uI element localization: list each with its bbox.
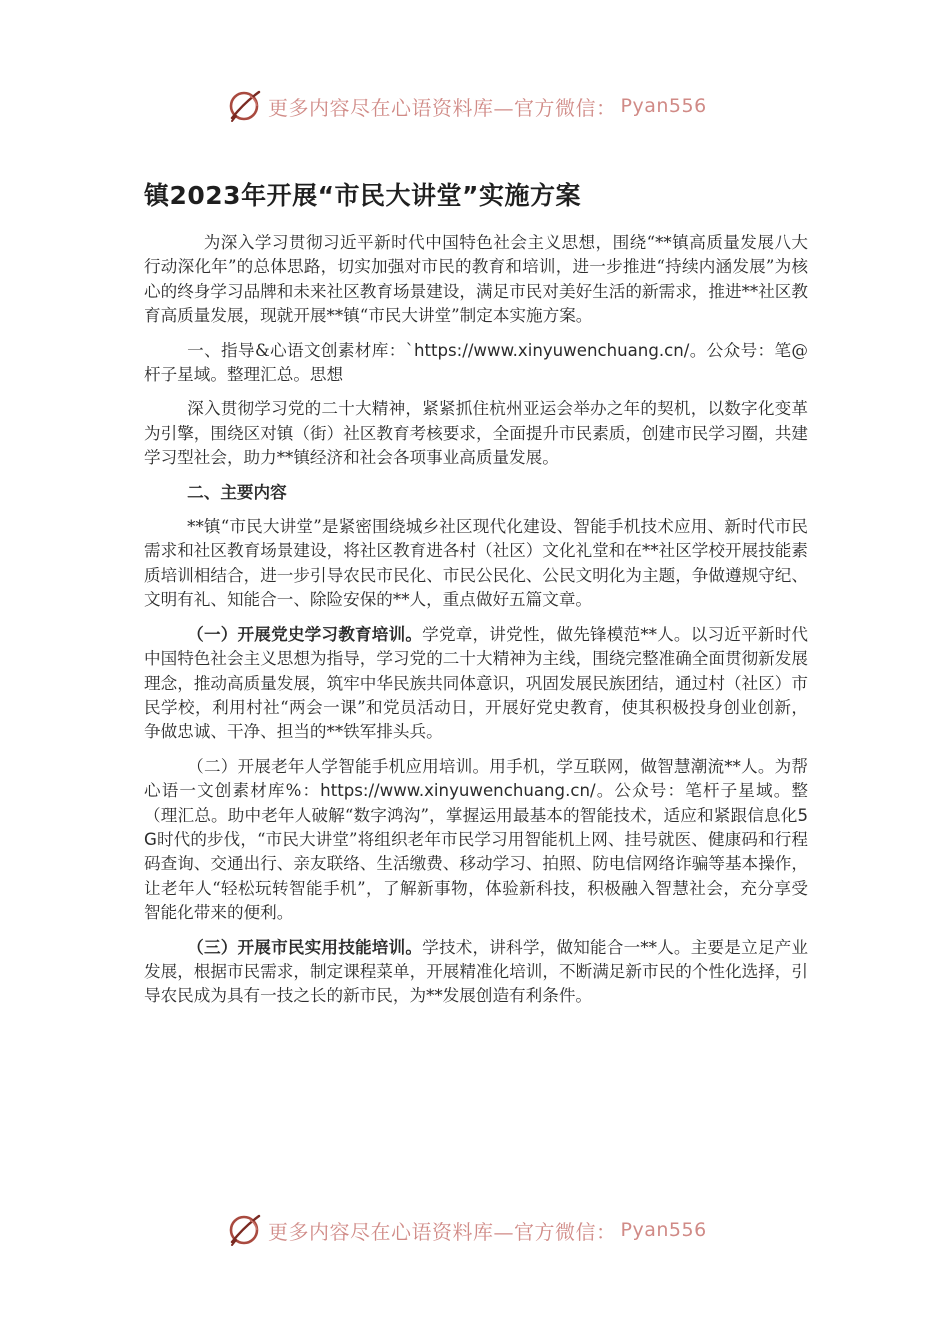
item2-text-b: 。公众号：笔杆子星域。整（理汇总。助中老年人破解“数字鸿沟”，掌握运用最基本的智能技术，适应和紧跟信息化	[144, 781, 808, 825]
section1-heading	[144, 339, 808, 388]
quill-logo-icon	[226, 1212, 262, 1248]
item3-paragraph	[144, 936, 808, 1009]
intro-paragraph: 为深入学习贯彻习近平新时代中国特色社会主义思想，围绕“**镇高质量发展八大行动深化年”的总体思路，切实加强对市民的教育和培训，进一步推进“持续内涵发展”为核心的终身学习品牌和未来社区教育场景建设，满足市民对美好生活的新需求，推进**社区教育高质量发展，现就开展**镇“市民大讲堂”制定本实施方案。	[144, 233, 808, 326]
item1-paragraph	[144, 623, 808, 745]
item3-heading: （三）开展市民实用技能培训。	[187, 937, 423, 957]
item3-body: 学技术，讲科学，做知能合一**人。主要是立足产业发展，根据市民需求，制定课程菜单，开展精准化培训，不断满足新市民的个性化选择，引导农民成为具有一技之长的新市民，为**发展创造有利条件。	[144, 937, 809, 1006]
item1-heading: （一）开展党史学习教育培训。	[187, 624, 423, 644]
quill-logo-icon	[226, 88, 262, 124]
header-watermark-banner	[226, 86, 746, 126]
item2-url: https://www.xinyuwenchuang.cn/	[320, 781, 596, 801]
item2-tech: 5G	[144, 805, 808, 849]
section2-body: **镇“市民大讲堂”是紧密围绕城乡社区现代化建设、智能手机技术应用、新时代市民需求和社区教育场景建设，将社区教育进各村（社区）文化礼堂和在**社区学校开展技能素质培训相结合，进一步引导农民市民化、市民公民化、公民文明化为主题，争做遵规守纪、文明有礼、知能合一、除险安保的**人，重点做好五篇文章。	[144, 517, 808, 610]
banner-wechat-id: Pyan556	[620, 95, 707, 117]
banner-wechat-id: Pyan556	[620, 1219, 707, 1241]
document-title: 镇2023年开展“市民大讲堂”实施方案	[144, 181, 581, 210]
item2-text-a: （二）开展老年人学智能手机应用培训。用手机，学互联网，做智慧潮流**人。为帮心语一文创素材库%：	[144, 756, 808, 801]
document-body	[144, 231, 808, 1019]
item2-text-c: 时代的步伐，“市民大讲堂”将组织老年市民学习用智能机上网、挂号就医、健康码和行程码查询、交通出行、亲友联络、生活缴费、移动学习、拍照、防电信网络诈骗等基本操作，让老年人“轻松玩转智能手机”，了解新事物，体验新科技，积极融入智慧社会，充分享受智能化带来的便利。	[144, 829, 808, 923]
section1-heading-suffix: 。公众号：笔@杆子星域。整理汇总。思想	[144, 340, 809, 385]
footer-watermark-banner	[226, 1210, 746, 1250]
banner-text: 更多内容尽在心语资料库—官方微信：	[268, 1219, 617, 1244]
section2-heading: 二、主要内容	[187, 482, 287, 502]
item1-body: 学党章，讲党性，做先锋模范**人。以习近平新时代中国特色社会主义思想为指导，学习党的二十大精神为主线，围绕完整准确全面贯彻新发展理念，推动高质量发展，筑牢中华民族共同体意识，巩固发展民族团结，通过村（社区）市民学校，利用村社“两会一课”和党员活动日，开展好党史教育，使其积极投身创业创新，争做忠诚、干净、担当的**铁军排头兵。	[144, 624, 809, 742]
banner-text: 更多内容尽在心语资料库—官方微信：	[268, 95, 617, 120]
section1-url: https://www.xinyuwenchuang.cn/	[413, 340, 690, 360]
section1-heading-prefix: 一、指导&心语文创素材库：`	[187, 340, 414, 360]
item2-paragraph	[144, 755, 808, 926]
section1-body: 深入贯彻学习党的二十大精神，紧紧抓住杭州亚运会举办之年的契机，以数字化变革为引擎，围绕区对镇（街）社区教育考核要求，全面提升市民素质，创建市民学习圈，共建学习型社会，助力**镇经济和社会各项事业高质量发展。	[144, 399, 808, 468]
